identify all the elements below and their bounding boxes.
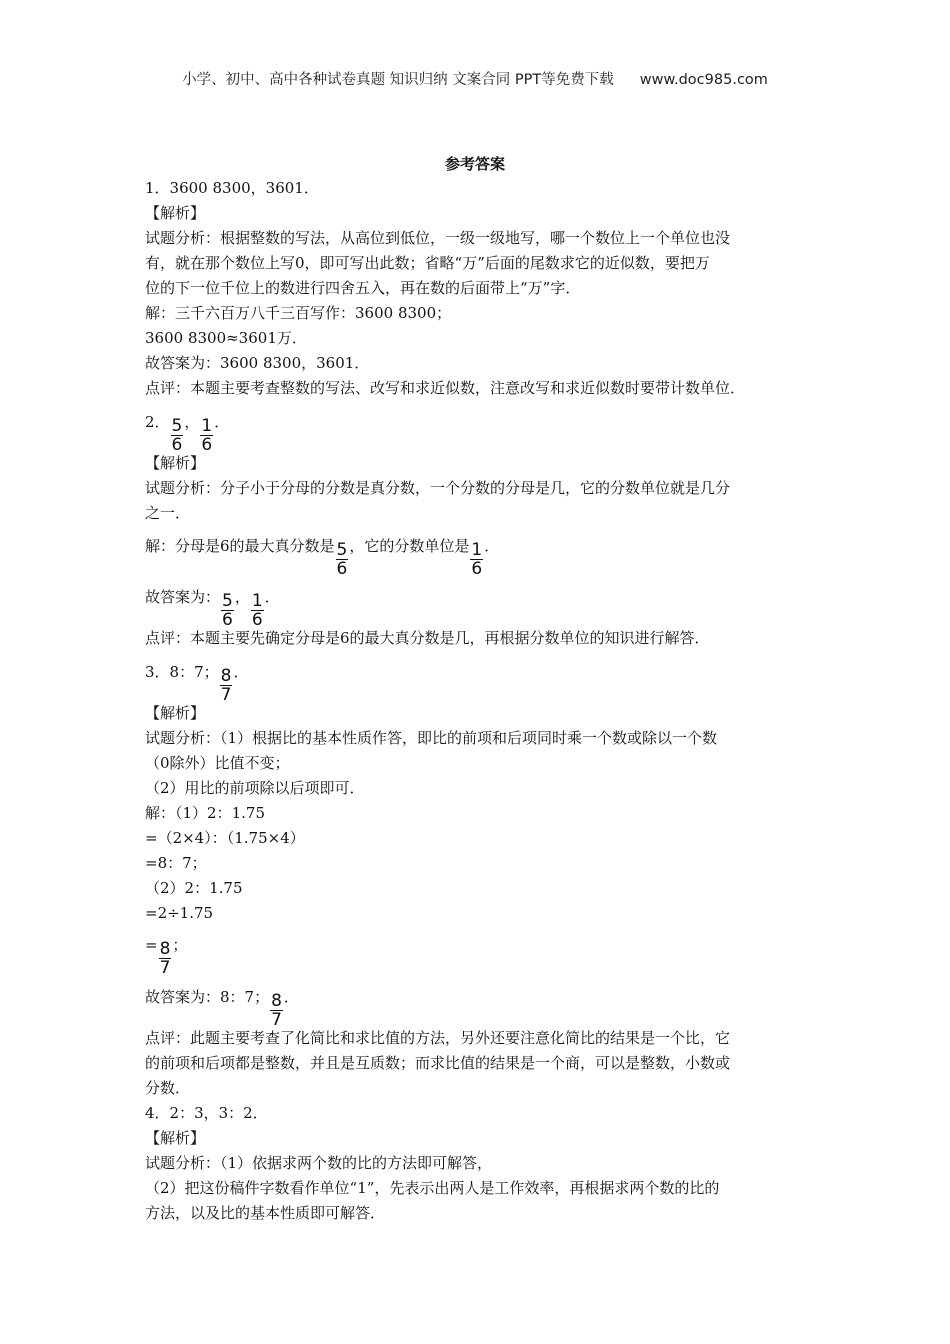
- q1-answer: 1．3600 8300，3601．: [145, 179, 319, 197]
- fraction-denominator: 7: [159, 958, 171, 978]
- header-text: 小学、初中、高中各种试卷真题 知识归纳 文案合同 PPT等免费下载: [182, 72, 614, 88]
- q3-analysis-line: 试题分析：（1）根据比的基本性质作答，即比的前项和后项同时乘一个数或除以一个数: [145, 729, 718, 747]
- q2-comment: 点评：本题主要先确定分母是6的最大真分数是几，再根据分数单位的知识进行解答．: [145, 629, 710, 647]
- q1-analysis-line: 试题分析：根据整数的写法，从高位到低位，一级一级地写，哪一个数位上一个单位也没: [145, 229, 731, 247]
- q2-analysis-line: 之一．: [145, 504, 191, 522]
- q4-analysis-heading: 【解析】: [145, 1129, 206, 1147]
- fraction-denominator: 7: [271, 1010, 282, 1030]
- separator: ，: [234, 588, 250, 606]
- separator: ，: [184, 413, 200, 431]
- page-header: [0, 68, 950, 89]
- q3-comment-line: 分数．: [145, 1079, 191, 1097]
- q4-answer: 4．2：3，3：2．: [145, 1104, 268, 1122]
- semicolon: ；: [172, 936, 188, 954]
- fraction-denominator: 6: [171, 435, 183, 455]
- q1-analysis-heading: 【解析】: [145, 204, 206, 222]
- q3-solution-line: =8：7；: [145, 854, 207, 872]
- q3-answer-text: 3．8：7；: [145, 663, 219, 681]
- fraction-one-sixth: [251, 592, 264, 629]
- q2-final-text: 故答案为：: [145, 588, 221, 606]
- q1-solution-line: 解：三千六百万八千三百写作：3600 8300；: [145, 304, 452, 322]
- fraction-five-sixths: [336, 541, 349, 578]
- fraction-five-sixths: [221, 592, 234, 629]
- q3-solution-line: =（2×4）：（1.75×4）: [145, 829, 305, 847]
- fraction-numerator: 8: [271, 991, 282, 1011]
- q2-analysis-line: 试题分析：分子小于分母的分数是真分数，一个分数的分母是几，它的分数单位就是几分: [145, 479, 731, 497]
- q1-comment: 点评：本题主要考查整数的写法、改写和求近似数，注意改写和求近似数时要带计数单位．: [145, 379, 746, 397]
- q3-solution-line: 解：（1）2：1.75: [145, 804, 265, 822]
- period: ．: [214, 413, 230, 431]
- fraction-numerator: 5: [336, 540, 348, 560]
- q1-analysis-line: 位的下一位千位上的数进行四舍五入，再在数的后面带上“万”字．: [145, 279, 581, 297]
- q2-answer: [145, 412, 229, 454]
- period: ．: [233, 663, 249, 681]
- period: ．: [264, 588, 280, 606]
- fraction-numerator: 1: [471, 540, 483, 560]
- period: ．: [283, 988, 299, 1006]
- fraction-numerator: 5: [222, 591, 233, 611]
- q3-answer: [145, 662, 248, 704]
- q3-analysis-heading: 【解析】: [145, 704, 206, 722]
- fraction-denominator: 6: [471, 559, 483, 579]
- q2-analysis-heading: 【解析】: [145, 454, 206, 472]
- fraction-five-sixths: [171, 417, 184, 454]
- fraction-eight-sevenths: [220, 667, 233, 704]
- fraction-numerator: 5: [171, 416, 183, 436]
- equals-sign: =: [145, 936, 158, 954]
- fraction-eight-sevenths: [270, 992, 283, 1029]
- q3-comment-line: 的前项和后项都是整数，并且是互质数；而求比值的结果是一个商，可以是整数，小数或: [145, 1054, 731, 1072]
- q2-solution-text: 解：分母是6的最大真分数是: [145, 537, 335, 555]
- q3-solution-line: [145, 935, 187, 977]
- q3-analysis-line: （2）用比的前项除以后项即可．: [145, 779, 365, 797]
- q2-final-answer: [145, 587, 280, 629]
- q3-analysis-line: （0除外）比值不变；: [145, 754, 290, 772]
- period: ．: [484, 537, 500, 555]
- fraction-denominator: 6: [201, 435, 213, 455]
- fraction-one-sixth: [470, 541, 483, 578]
- fraction-denominator: 6: [336, 559, 348, 579]
- q1-solution-line: 3600 8300≈3601万．: [145, 329, 307, 347]
- q3-comment-line: 点评：此题主要考查了化简比和求比值的方法，另外还要注意化简比的结果是一个比，它: [145, 1029, 731, 1047]
- q3-solution-line: =2÷1.75: [145, 904, 214, 922]
- q3-final-answer: [145, 987, 299, 1029]
- fraction-one-sixth: [200, 417, 213, 454]
- fraction-numerator: 8: [220, 666, 232, 686]
- page-title: 参考答案: [444, 155, 505, 173]
- q1-analysis-line: 有，就在那个数位上写0，即可写出此数；省略“万”后面的尾数求它的近似数，要把万: [145, 254, 710, 272]
- fraction-denominator: 7: [220, 685, 232, 705]
- q3-final-text: 故答案为：8：7；: [145, 988, 270, 1006]
- q4-analysis-line: 方法，以及比的基本性质即可解答．: [145, 1204, 386, 1222]
- q4-analysis-line: （2）把这份稿件字数看作单位“1”，先表示出两人是工作效率，再根据求两个数的比的: [145, 1179, 720, 1197]
- header-site-link[interactable]: www.doc985.com: [639, 72, 768, 88]
- fraction-denominator: 6: [222, 610, 233, 630]
- fraction-numerator: 1: [201, 416, 213, 436]
- fraction-denominator: 6: [251, 610, 263, 630]
- q4-analysis-line: 试题分析：（1）依据求两个数的比的方法即可解答，: [145, 1154, 493, 1172]
- q2-solution: [145, 536, 499, 578]
- q2-number: 2．: [145, 413, 170, 431]
- q1-final-answer: 故答案为：3600 8300，3601．: [145, 354, 370, 372]
- q2-solution-text: ，它的分数单位是: [349, 537, 470, 555]
- fraction-eight-sevenths: [159, 940, 172, 977]
- q3-solution-line: （2）2：1.75: [145, 879, 243, 897]
- fraction-numerator: 8: [159, 939, 171, 959]
- fraction-numerator: 1: [251, 591, 263, 611]
